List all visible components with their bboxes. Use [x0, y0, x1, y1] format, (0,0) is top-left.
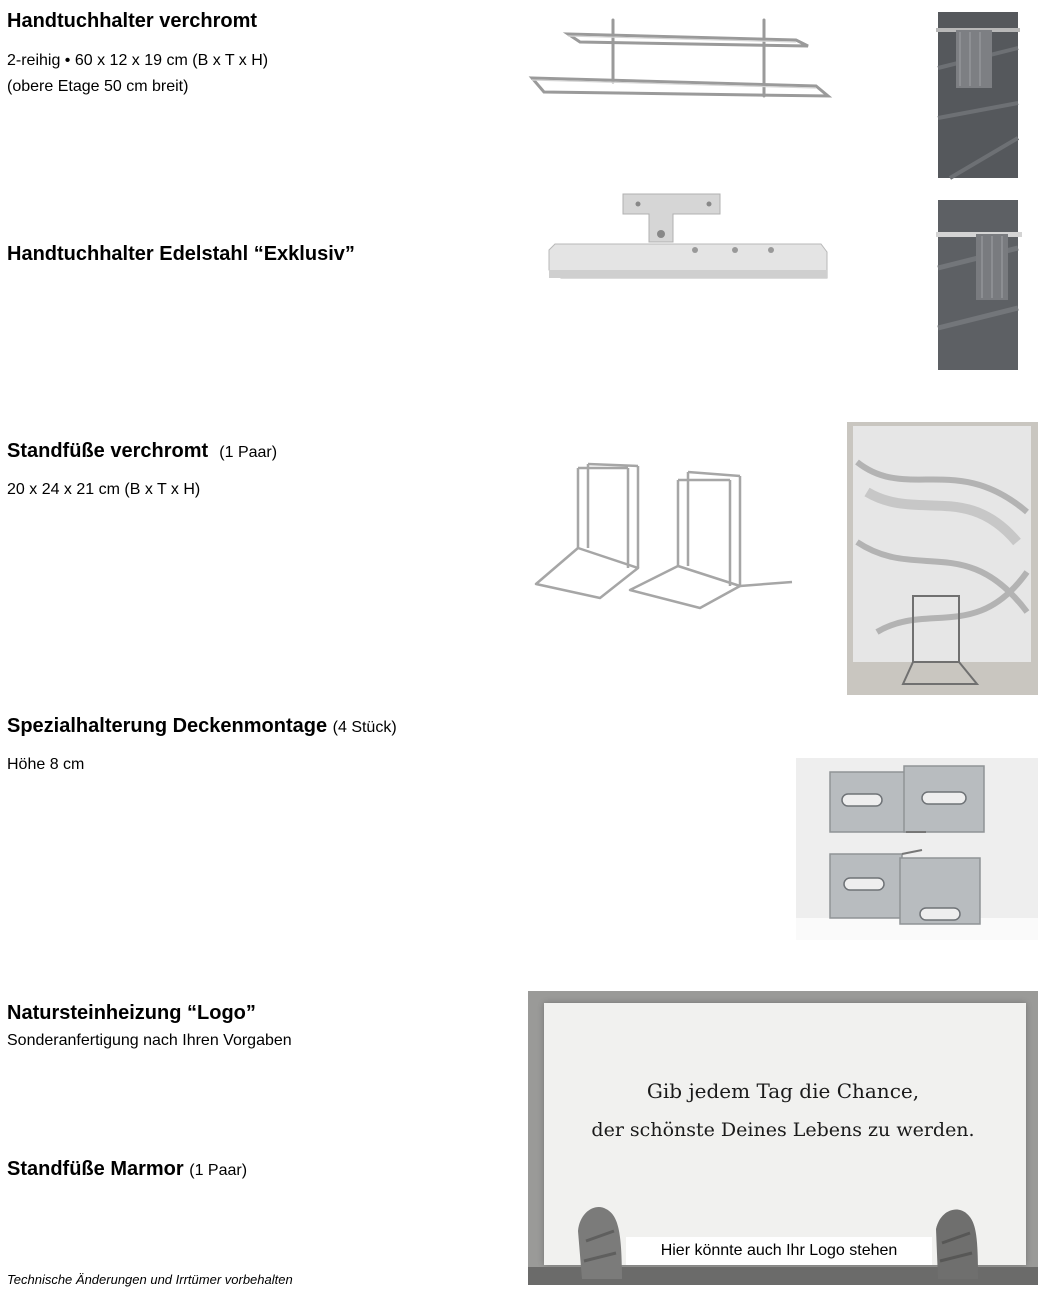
item-title-row	[7, 1157, 247, 1183]
logo-caption: Hier könnte auch Ihr Logo stehen	[660, 1242, 898, 1259]
chrome-stands-image	[530, 458, 798, 614]
marble-foot-right	[934, 1205, 980, 1281]
item-title-row	[7, 714, 397, 740]
item-title: Spezialhalterung Deckenmontage	[7, 715, 328, 737]
slate-panel-with-towel-image	[930, 8, 1022, 184]
item-title: Natursteinheizung “Logo”	[7, 1002, 256, 1024]
ceiling-brackets-image	[796, 758, 1038, 940]
item-quantity: (4 Stück)	[332, 719, 397, 736]
item-title: Handtuchhalter Edelstahl “Exklusiv”	[7, 243, 355, 265]
quote-line-2: der schönste Deines Lebens zu werden.	[591, 1119, 975, 1141]
logo-heating-panel-image	[528, 991, 1038, 1285]
disclaimer-footer: Technische Änderungen und Irrtümer vorbehalten	[7, 1272, 293, 1287]
steel-towel-rail-image	[545, 192, 835, 292]
item-note: (obere Etage 50 cm breit)	[7, 78, 189, 95]
item-spec: 2-reihig • 60 x 12 x 19 cm (B x T x H)	[7, 52, 269, 69]
item-title: Standfüße verchromt	[7, 440, 209, 462]
item-quantity: (1 Paar)	[219, 444, 278, 461]
item-spec: Höhe 8 cm	[7, 756, 85, 773]
item-quantity: (1 Paar)	[189, 1162, 248, 1179]
marble-panel-on-stand-image	[847, 422, 1038, 695]
item-title: Handtuchhalter verchromt	[7, 10, 258, 32]
item-spec: 20 x 24 x 21 cm (B x T x H)	[7, 481, 201, 498]
slate-panel-with-steel-rail-image	[932, 198, 1024, 378]
marble-foot-left	[576, 1201, 626, 1281]
logo-caption-label	[626, 1237, 932, 1265]
quote-line-1: Gib jedem Tag die Chance,	[646, 1079, 920, 1103]
item-title: Standfüße Marmor	[7, 1158, 184, 1180]
chrome-towel-rail-image	[528, 12, 840, 112]
item-title-row	[7, 439, 277, 465]
item-description: Sonderanfertigung nach Ihren Vorgaben	[7, 1032, 292, 1049]
